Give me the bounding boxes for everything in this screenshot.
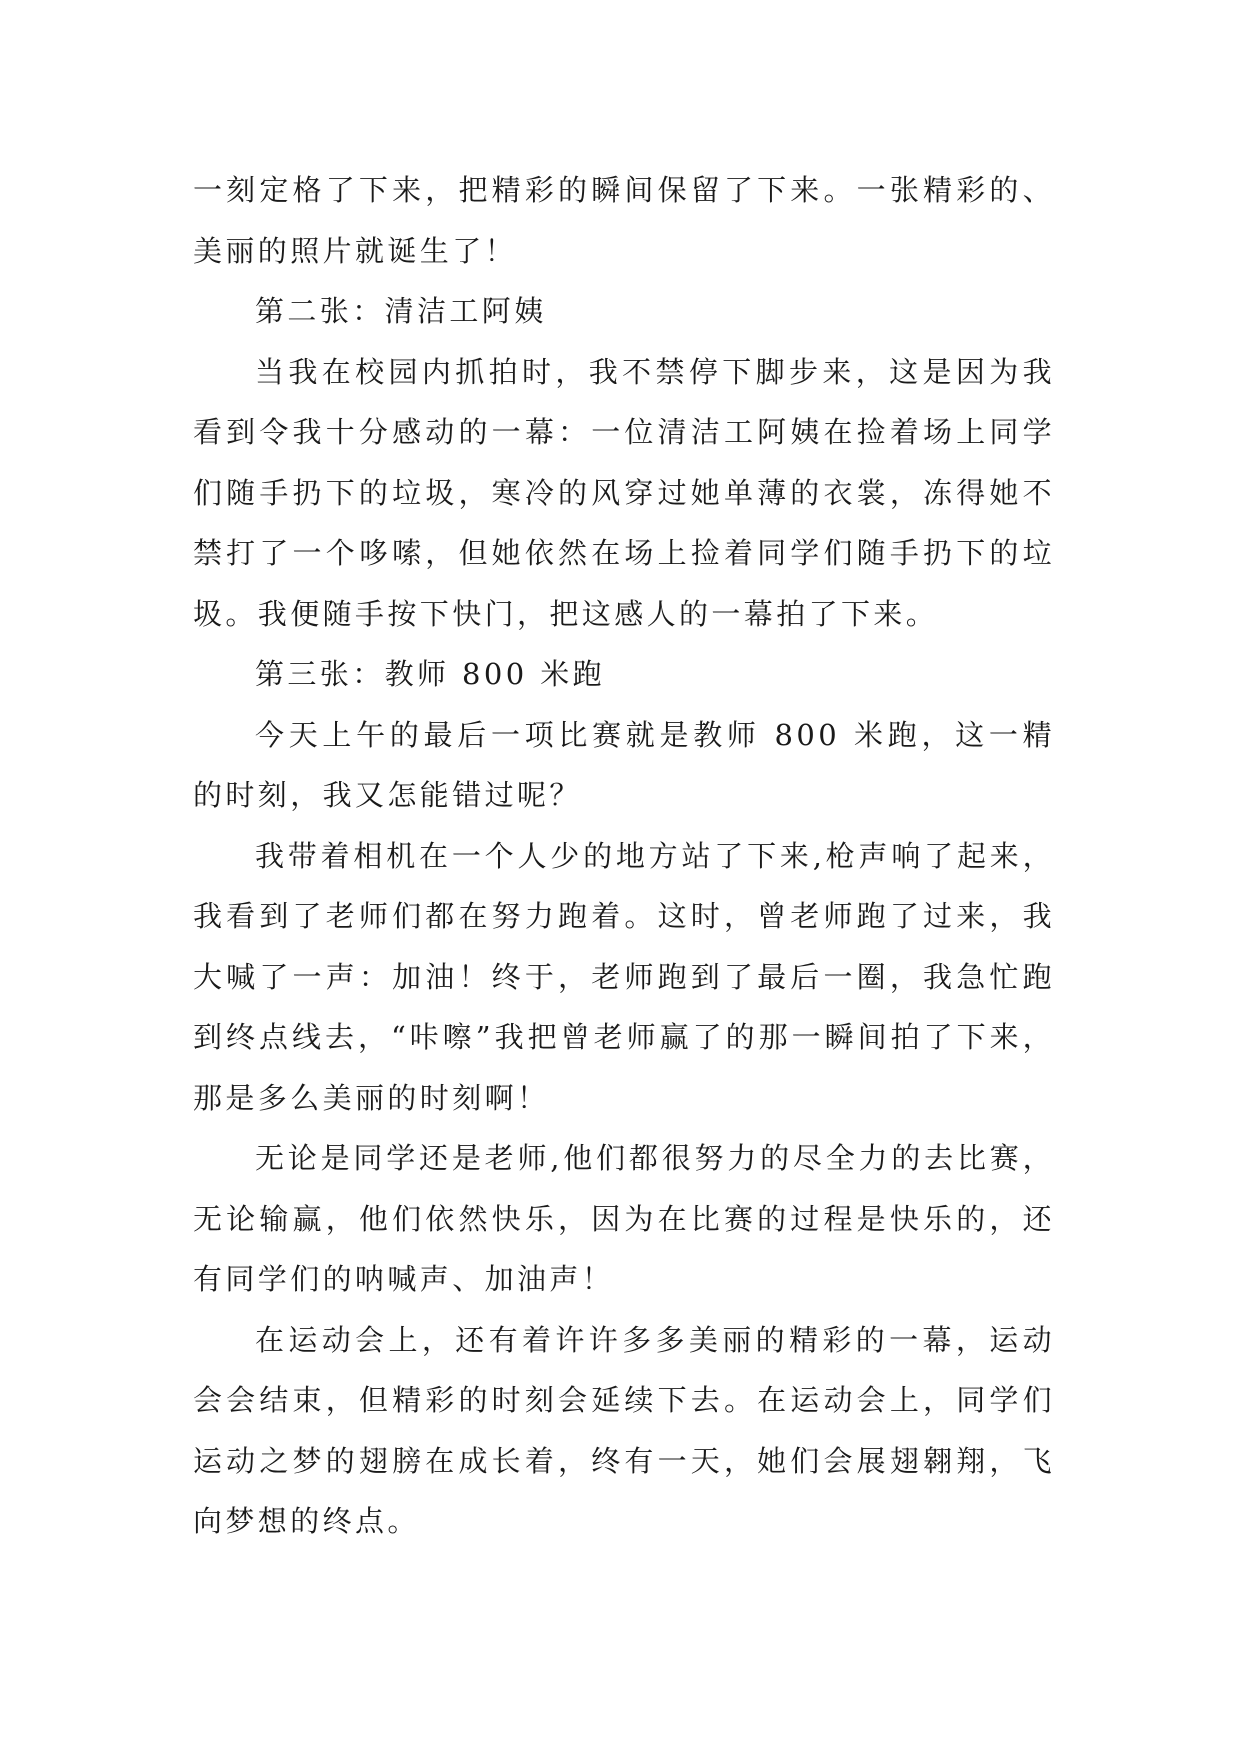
text-line: 今天上午的最后一项比赛就是教师 800 米跑，这一精: [255, 717, 1055, 752]
text-line: 有同学们的呐喊声、加油声！: [193, 1262, 615, 1296]
text-line: 大喊了一声：加油！终于，老师跑到了最后一圈，我急忙跑: [193, 959, 1055, 994]
text-line: 们随手扔下的垃圾，寒冷的风穿过她单薄的衣裳，冻得她不: [193, 475, 1055, 510]
text-line: 在运动会上，还有着许许多多美丽的精彩的一幕，运动: [255, 1322, 1055, 1357]
text-line: 会会结束，但精彩的时刻会延续下去。在运动会上，同学们: [193, 1383, 1055, 1417]
text-line: 看到令我十分感动的一幕：一位清洁工阿姨在捡着场上同学: [193, 415, 1055, 449]
text-line: 当我在校园内抓拍时，我不禁停下脚步来，这是因为我: [255, 354, 1055, 389]
text-line: 向梦想的终点。: [193, 1504, 420, 1538]
text-line: 的时刻，我又怎能错过呢？: [193, 778, 582, 812]
text-line: 我带着相机在一个人少的地方站了下来,枪声响了起来，: [255, 838, 1055, 873]
text-line: 那是多么美丽的时刻啊！: [193, 1080, 550, 1115]
text-line: 第二张：清洁工阿姨: [255, 294, 547, 328]
text-line: 到终点线去，“咔嚓”我把曾老师赢了的那一瞬间拍了下来，: [193, 1020, 1055, 1054]
text-line: 禁打了一个哆嗦，但她依然在场上捡着同学们随手扔下的垃: [193, 536, 1055, 570]
text-line: 我看到了老师们都在努力跑着。这时，曾老师跑了过来，我: [193, 899, 1055, 933]
text-line: 美丽的照片就诞生了！: [193, 233, 518, 268]
text-line: 圾。我便随手按下快门，把这感人的一幕拍了下来。: [193, 596, 939, 631]
text-line: 第三张：教师 800 米跑: [255, 657, 605, 691]
text-line: 无论输赢，他们依然快乐，因为在比赛的过程是快乐的，还: [193, 1201, 1055, 1236]
text-line: 无论是同学还是老师,他们都很努力的尽全力的去比赛，: [255, 1141, 1055, 1175]
text-line: 运动之梦的翅膀在成长着，终有一天，她们会展翅翱翔，飞: [193, 1443, 1055, 1478]
text-line: 一刻定格了下来，把精彩的瞬间保留了下来。一张精彩的、: [193, 173, 1055, 207]
document-body: [193, 160, 1055, 1552]
